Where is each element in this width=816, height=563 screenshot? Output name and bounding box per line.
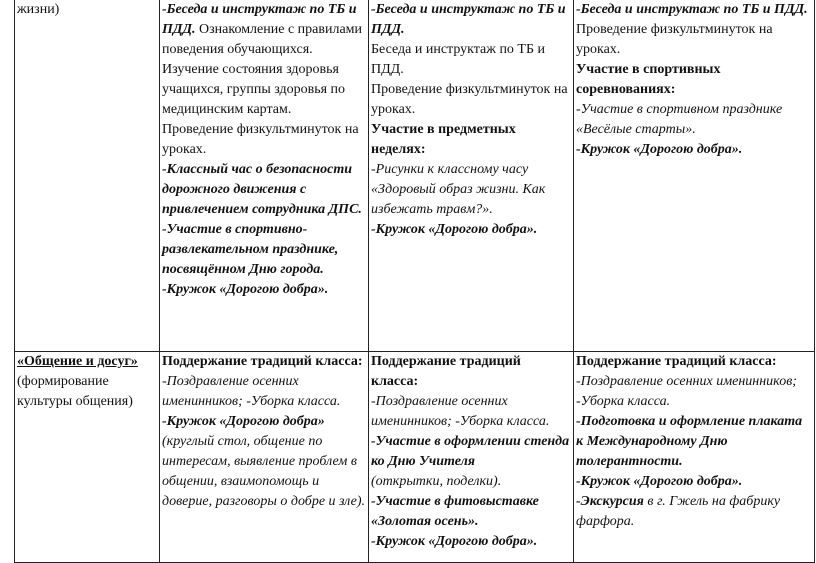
text-run: Поддержание традиций класса: <box>371 354 521 389</box>
text-run: Проведение физкультминуток на уроках. <box>576 22 773 57</box>
text-line <box>162 280 366 300</box>
text-run: Беседа и инструктаж по ТБ и ПДД. <box>371 42 546 77</box>
text-run: -Кружок «Дорогою добра». <box>371 222 538 237</box>
text-line <box>576 352 812 372</box>
text-line <box>576 412 812 472</box>
text-line <box>576 0 812 20</box>
text-run: Проведение физкультминуток на уроках. <box>162 122 359 157</box>
text-run: в г. Гжель на фабрику фарфора. <box>576 494 781 529</box>
direction-cell <box>15 0 160 352</box>
text-run: -Участие в спортивно-развлекательном празднике, посвящённом Дню города. <box>162 222 339 277</box>
text-run: Изучение состояния здоровья учащихся, группы здоровья по медицинским картам. <box>162 62 346 117</box>
text-line <box>162 60 366 120</box>
text-line <box>162 120 366 160</box>
table-row <box>15 0 815 352</box>
text-line <box>576 60 812 100</box>
text-line <box>371 80 571 120</box>
direction-title: «Общение и досуг» <box>17 354 138 369</box>
text-line <box>371 160 571 220</box>
text-line <box>371 472 571 492</box>
text-line <box>162 432 366 512</box>
text-line <box>576 20 812 60</box>
text-run: -Беседа и инструктаж по ТБ и ПДД. <box>371 2 566 37</box>
text-run: -Беседа и инструктаж по ТБ и ПДД. <box>576 2 808 17</box>
table-row <box>15 352 815 563</box>
text-line <box>371 532 571 552</box>
text-line <box>162 372 366 412</box>
text-run: Ознакомление с правилами поведения обучающихся. <box>162 22 363 57</box>
plan-table <box>14 0 815 563</box>
plan-cell-col2 <box>160 352 369 563</box>
text-line <box>162 160 366 220</box>
text-line <box>162 352 366 372</box>
text-line <box>371 432 571 472</box>
text-run: Поддержание традиций класса: <box>162 354 363 369</box>
text-line <box>576 140 812 160</box>
text-line <box>162 412 366 432</box>
text-line <box>576 372 812 412</box>
text-run: -Поздравление осенних именинников; -Уборка класса. <box>371 394 550 429</box>
plan-cell-col4 <box>574 352 815 563</box>
text-run: -Кружок «Дорогою добра». <box>162 282 329 297</box>
text-run: -Кружок «Дорогою добра». <box>576 142 743 157</box>
plan-cell-col2 <box>160 0 369 352</box>
plan-cell-col4 <box>574 0 815 352</box>
direction-subtitle: (формирование культуры общения) <box>17 374 133 409</box>
text-run: -Беседа и инструктаж по ТБ и ПДД. <box>162 2 357 37</box>
text-line <box>576 492 812 532</box>
direction-label: жизни) <box>17 2 60 17</box>
text-run: Участие в предметных неделях: <box>371 122 516 157</box>
text-line <box>371 0 571 40</box>
text-line <box>371 392 571 432</box>
text-run: -Поздравление осенних именинников; -Уборка класса. <box>162 374 341 409</box>
text-line <box>371 120 571 160</box>
text-run: -Участие в спортивном празднике «Весёлые старты». <box>576 102 783 137</box>
text-run: -Подготовка и оформление плаката к Международному Дню толерантности. <box>576 414 803 469</box>
text-line <box>162 220 366 280</box>
text-run: -Классный час о безопасности дорожного движения с привлечением сотрудника ДПС. <box>162 162 362 217</box>
text-line <box>371 40 571 80</box>
text-run: -Участие в фитовыставке «Золотая осень». <box>371 494 539 529</box>
text-run: (круглый стол, общение по интересам, выявление проблем в общении, взаимопомощь и доверие, разговоры о добре и зле). <box>162 434 365 509</box>
text-run: -Кружок «Дорогою добра». <box>371 534 538 549</box>
text-run: -Рисунки к классному часу «Здоровый образ жизни. Как избежать травм?». <box>371 162 546 217</box>
text-run: -Участие в оформлении стенда ко Дню Учителя <box>371 434 570 469</box>
text-run: -Экскурсия <box>576 494 644 509</box>
text-line <box>162 0 366 60</box>
text-run: -Поздравление осенних именинников; -Уборка класса. <box>576 374 797 409</box>
text-line <box>576 100 812 140</box>
text-run: (открытки, поделки). <box>371 474 502 489</box>
text-run: Участие в спортивных соревнованиях: <box>576 62 721 97</box>
plan-cell-col3 <box>369 0 574 352</box>
text-run: -Кружок «Дорогою добра». <box>576 474 743 489</box>
text-line <box>371 352 571 392</box>
text-run: Проведение физкультминуток на уроках. <box>371 82 568 117</box>
direction-cell <box>15 352 160 563</box>
text-run: Поддержание традиций класса: <box>576 354 777 369</box>
text-run: -Кружок «Дорогою добра» <box>162 414 325 429</box>
text-line <box>576 472 812 492</box>
text-line <box>371 220 571 240</box>
text-line <box>371 492 571 532</box>
plan-cell-col3 <box>369 352 574 563</box>
